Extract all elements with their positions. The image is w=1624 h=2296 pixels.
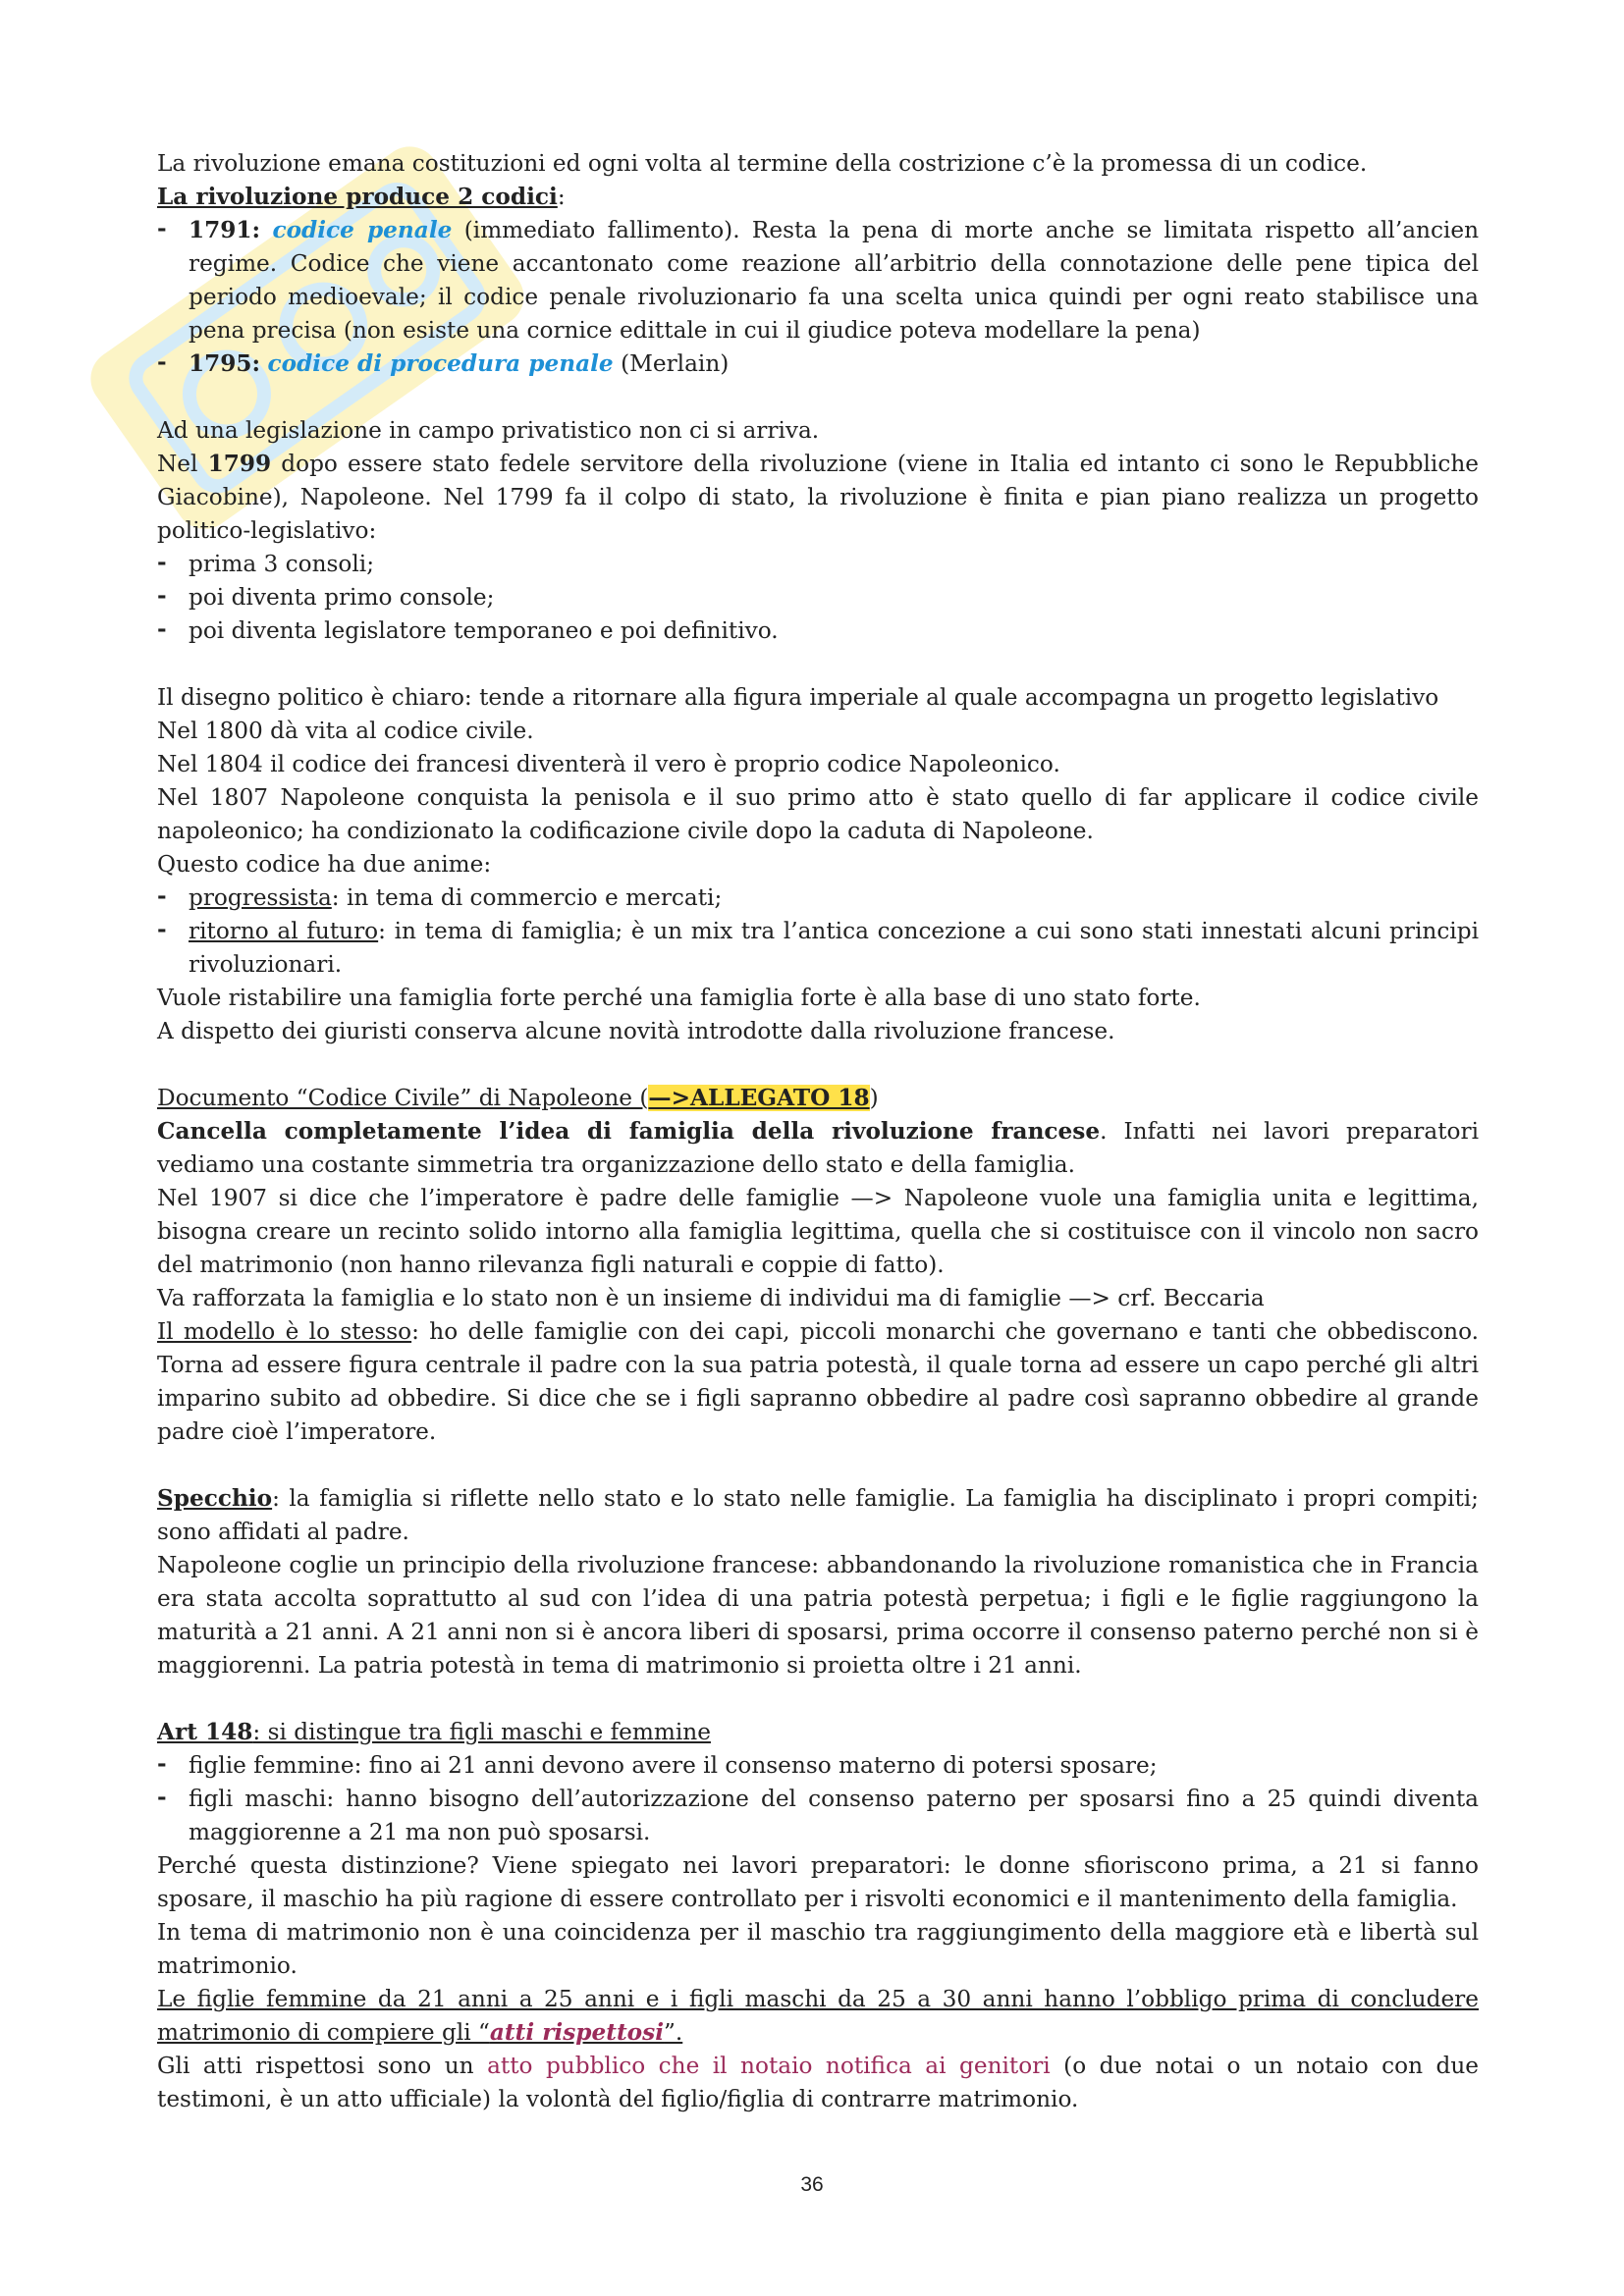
list-item: - progressista: in tema di commercio e mercati; — [157, 881, 1479, 915]
codes-list — [157, 214, 1479, 381]
paragraph: Nel 1907 si dice che l’imperatore è padre delle famiglie —> Napoleone vuole una famiglia unita e legittima, bisogna creare un recinto solido intorno alla famiglia legittima, quella che si costituisce con il vincolo non sacro del matrimonio (non hanno rilevanza figli naturali e coppie di fatto). — [157, 1185, 1479, 1278]
term-atti-rispettosi: atti rispettosi — [489, 2019, 665, 2046]
intro-paragraph: La rivoluzione emana costituzioni ed ogni volta al termine della costrizione c’è la promessa di un codice. — [157, 150, 1368, 177]
paragraph: Il modello è lo stesso: ho delle famiglie con dei capi, piccoli monarchi che governano e tanti che obbediscono. Torna ad essere figura centrale il padre con la sua patria potestà, il quale torna ad essere un capo perché gli altri imparino subito ad obbedire. Si dice che se i figli sapranno obbedire al padre così sapranno obbedire al grande padre cioè l’imperatore. — [157, 1318, 1479, 1445]
list-item: - figlie femmine: fino ai 21 anni devono avere il consenso materno di potersi sposare; — [157, 1749, 1479, 1783]
list-item: - poi diventa legislatore temporaneo e poi definitivo. — [157, 614, 1479, 648]
list-item: - figli maschi: hanno bisogno dell’autorizzazione del consenso paterno per sposarsi fino a 25 quindi diventa maggiorenne a 21 ma non può sposarsi. — [157, 1783, 1479, 1849]
paragraph: Vuole ristabilire una famiglia forte perché una famiglia forte è alla base di uno stato forte. — [157, 985, 1201, 1011]
term-procedura-penale: codice di procedura penale — [267, 350, 614, 377]
article-list — [157, 1749, 1479, 1849]
list-item: - prima 3 consoli; — [157, 548, 1479, 581]
paragraph: Nel 1804 il codice dei francesi diventerà il vero è proprio codice Napoleonico. — [157, 751, 1060, 777]
paragraph: Perché questa distinzione? Viene spiegato nei lavori preparatori: le donne sfioriscono prima, a 21 si fanno sposare, il maschio ha più ragione di essere controllato per i risvolti economici e il mantenimento della famiglia. — [157, 1852, 1479, 1912]
paragraph: Cancella completamente l’idea di famiglia della rivoluzione francese. Infatti nei lavori preparatori vediamo una costante simmetria tra organizzazione dello stato e della famiglia. — [157, 1118, 1479, 1178]
paragraph: Il disegno politico è chiaro: tende a ritornare alla figura imperiale al quale accompagna un progetto legislativo — [157, 684, 1439, 711]
paragraph: Le figlie femmine da 21 anni a 25 anni e i figli maschi da 25 a 30 anni hanno l’obbligo prima di concludere matrimonio di compiere gli “atti rispettosi”. — [157, 1986, 1479, 2046]
paragraph: Ad una legislazione in campo privatistico non ci si arriva. — [157, 417, 820, 444]
page-number: 36 — [800, 2173, 824, 2196]
paragraph: Napoleone coglie un principio della rivoluzione francese: abbandonando la rivoluzione romanistica che in Francia era stata accolta soprattutto al sud con l’idea di una patria potestà perpetua; i figli e le figlie raggiungono la maturità a 21 anni. A 21 anni non si è ancora liberi di sposarsi, prima occorre il consenso paterno perché non si è maggiorenni. La patria potestà in tema di matrimonio si proietta oltre i 21 anni. — [157, 1552, 1479, 1679]
paragraph: Va rafforzata la famiglia e lo stato non è un insieme di individui ma di famiglie —> crf. Beccaria — [157, 1285, 1265, 1311]
article-heading: Art 148: si distingue tra figli maschi e femmine — [157, 1719, 711, 1745]
paragraph: In tema di matrimonio non è una coincidenza per il maschio tra raggiungimento della maggiore età e libertà sul matrimonio. — [157, 1919, 1479, 1979]
souls-list — [157, 881, 1479, 982]
steps-list — [157, 548, 1479, 648]
term-codice-penale: codice penale — [272, 217, 453, 243]
paragraph: Questo codice ha due anime: — [157, 851, 492, 878]
paragraph: Nel 1799 dopo essere stato fedele servitore della rivoluzione (viene in Italia ed intanto ci sono le Repubbliche Giacobine), Napoleone. Nel 1799 fa il colpo di stato, la rivoluzione è finita e pian piano realizza un progetto politico-legislativo: — [157, 451, 1479, 544]
codes-heading: La rivoluzione produce 2 codici: — [157, 184, 566, 210]
paragraph: Gli atti rispettosi sono un atto pubblico che il notaio notifica ai genitori (o due notai o un notaio con due testimoni, è un atto ufficiale) la volontà del figlio/figlia di contrarre matrimonio. — [157, 2053, 1479, 2112]
paragraph: A dispetto dei giuristi conserva alcune novità introdotte dalla rivoluzione francese. — [157, 1018, 1115, 1044]
paragraph: Specchio: la famiglia si riflette nello stato e lo stato nelle famiglie. La famiglia ha disciplinato i propri compiti; sono affidati al padre. — [157, 1485, 1479, 1545]
document-reference: Documento “Codice Civile” di Napoleone (—>ALLEGATO 18) — [157, 1085, 879, 1111]
list-item: - 1791: codice penale (immediato fallimento). Resta la pena di morte anche se limitata rispetto all’ancien regime. Codice che viene accantonato come reazione all’arbitrio della connotazione delle pene tipica del periodo medioevale; il codice penale rivoluzionario fa una scelta unica quindi per ogni reato stabilisce una pena precisa (non esiste una cornice edittale in cui il giudice poteva modellare la pena) — [157, 214, 1479, 347]
list-item: - 1795: codice di procedura penale (Merlain) — [157, 347, 1479, 381]
paragraph: Nel 1800 dà vita al codice civile. — [157, 718, 534, 744]
list-item: - ritorno al futuro: in tema di famiglia; è un mix tra l’antica concezione a cui sono stati innestati alcuni principi rivoluzionari. — [157, 915, 1479, 982]
paragraph: Nel 1807 Napoleone conquista la penisola e il suo primo atto è stato quello di far applicare il codice civile napoleonico; ha condizionato la codificazione civile dopo la caduta di Napoleone. — [157, 784, 1479, 844]
allegato-badge: —>ALLEGATO 18 — [648, 1085, 870, 1111]
list-item: - poi diventa primo console; — [157, 581, 1479, 614]
document-body — [157, 147, 1479, 2116]
